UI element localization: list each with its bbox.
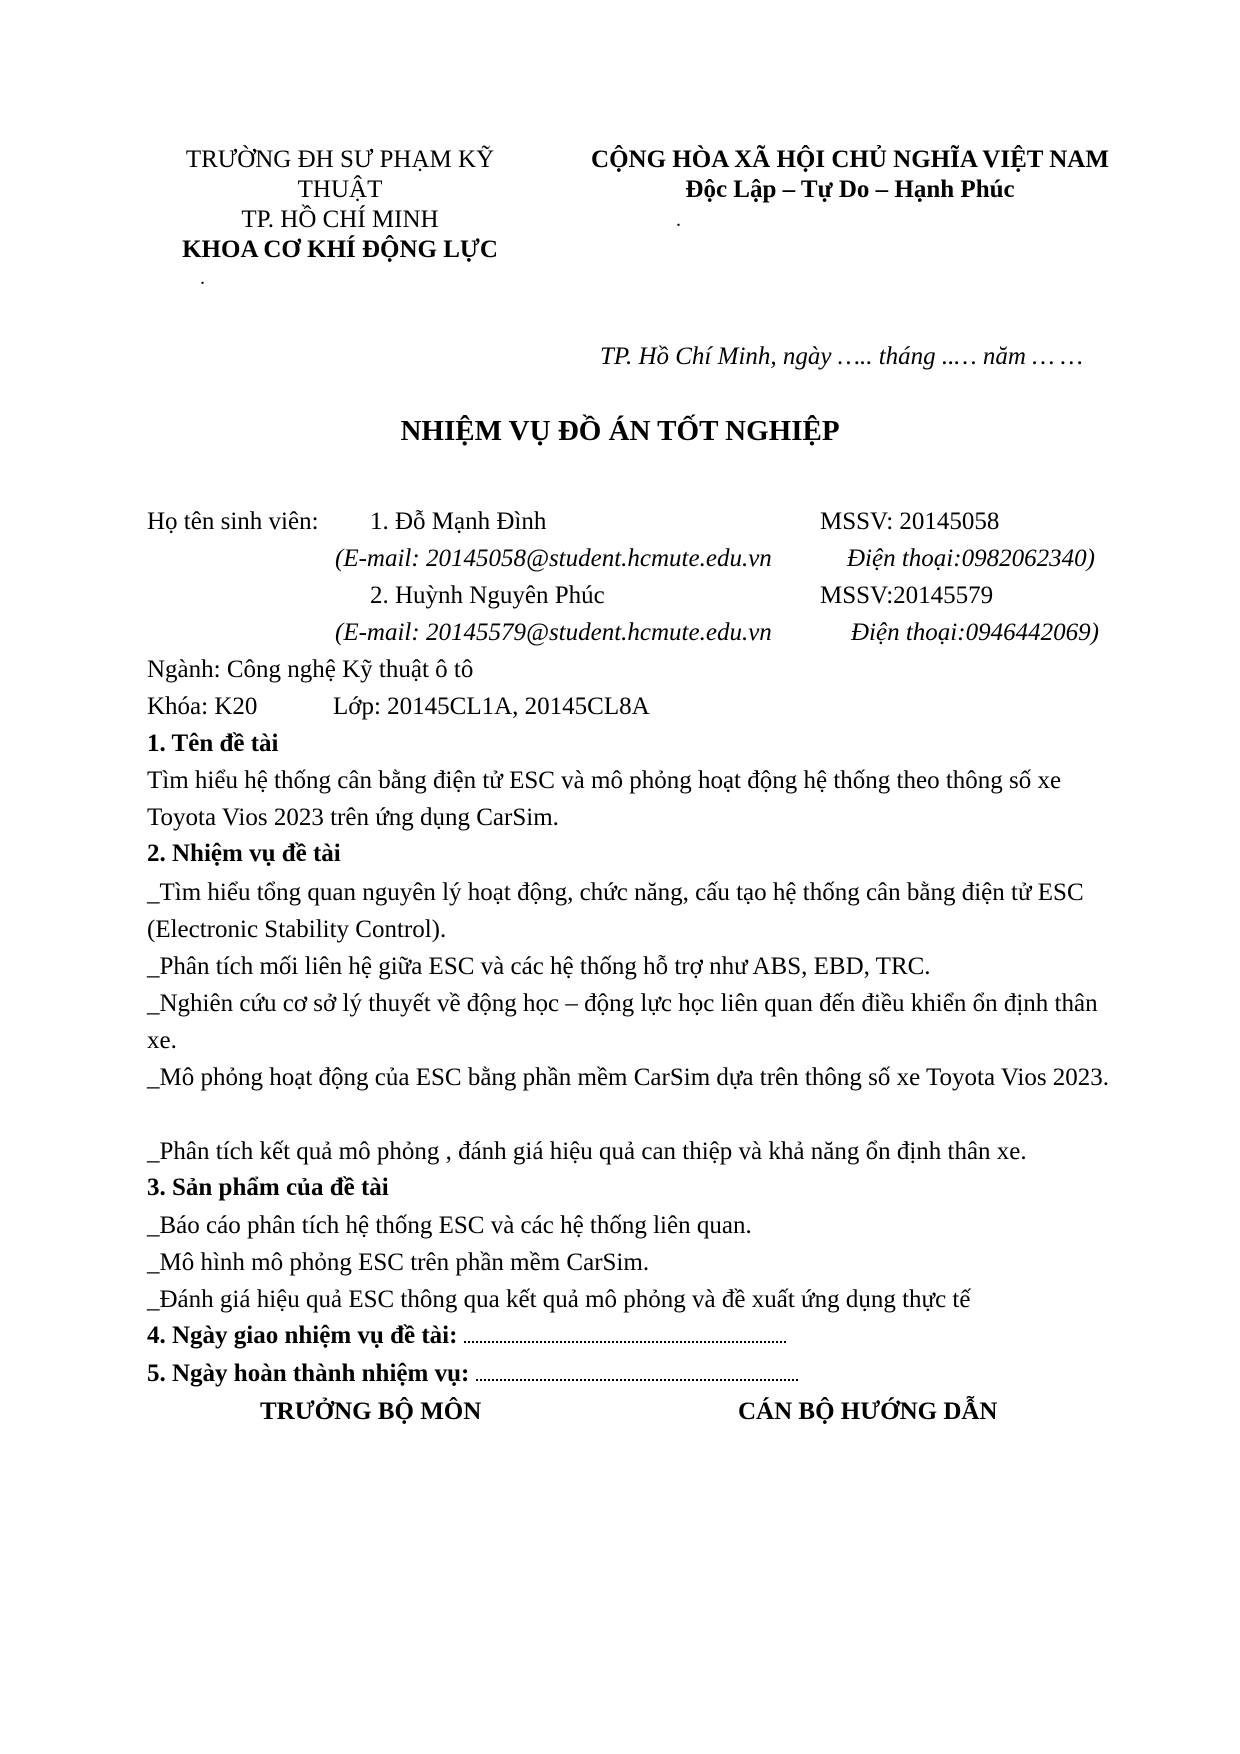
section3-item: _Báo cáo phân tích hệ thống ESC và các hệ thống liên quan. <box>147 1212 752 1239</box>
signature-supervisor: CÁN BỘ HƯỚNG DẪN <box>738 1398 998 1425</box>
student2-name: 2. Huỳnh Nguyên Phúc <box>370 582 605 609</box>
section2-item: _Mô phỏng hoạt động của ESC bằng phần mềm CarSim dựa trên thông số xe Toyota Vios 2023. <box>147 1064 1110 1091</box>
course: Khóa: K20 <box>147 693 258 720</box>
signature-head-of-department: TRƯỞNG BỘ MÔN <box>260 1398 482 1425</box>
section2-heading: 2. Nhiệm vụ đề tài <box>147 840 341 867</box>
section1-heading: 1. Tên đề tài <box>147 730 279 757</box>
header-left-mark: . <box>200 267 205 289</box>
date-line: TP. Hồ Chí Minh, ngày ….. tháng ..… năm … … <box>600 343 1083 370</box>
section4-label: 4. Ngày giao nhiệm vụ đề tài: <box>147 1322 458 1349</box>
section2-item: _Phân tích mối liên hệ giữa ESC và các hệ thống hỗ trợ như ABS, EBD, TRC. <box>147 953 931 980</box>
student1-email: (E-mail: 20145058@student.hcmute.edu.vn <box>335 545 772 572</box>
section2-item: _Phân tích kết quả mô phỏng , đánh giá hiệu quả can thiệp và khả năng ổn định thân xe. <box>147 1138 1027 1165</box>
country-slogan: Độc Lập – Tự Do – Hạnh Phúc <box>685 176 1015 203</box>
section3-item: _Mô hình mô phỏng ESC trên phần mềm CarSim. <box>147 1249 650 1276</box>
section5-row <box>147 1360 798 1388</box>
student1-mssv: MSSV: 20145058 <box>820 508 1000 535</box>
university-name-line1: TRƯỜNG ĐH SƯ PHẠM KỸ <box>185 146 495 173</box>
major: Ngành: Công nghệ Kỹ thuật ô tô <box>147 656 474 683</box>
university-name-line2: THUẬT <box>297 176 383 203</box>
section3-heading: 3. Sản phẩm của đề tài <box>147 1174 389 1201</box>
section3-item: _Đánh giá hiệu quả ESC thông qua kết quả mô phỏng và đề xuất ứng dụng thực tế <box>147 1286 971 1313</box>
university-city: TP. HỒ CHÍ MINH <box>241 206 439 233</box>
faculty-name: KHOA CƠ KHÍ ĐỘNG LỰC <box>182 236 498 263</box>
student1-phone: Điện thoại:0982062340) <box>847 545 1095 572</box>
header-right <box>560 145 1140 205</box>
document-title: NHIỆM VỤ ĐỒ ÁN TỐT NGHIỆP <box>400 415 840 447</box>
student2-email: (E-mail: 20145579@student.hcmute.edu.vn <box>335 619 772 646</box>
section5-label: 5. Ngày hoàn thành nhiệm vụ: <box>147 1360 470 1387</box>
header-left <box>150 145 530 265</box>
class-line: Lớp: 20145CL1A, 20145CL8A <box>333 693 650 720</box>
section2-item: _Tìm hiểu tổng quan nguyên lý hoạt động, chức năng, cấu tạo hệ thống cân bằng điện tử ESC (Electronic Stability Control). <box>147 879 1084 943</box>
section2-item: _Nghiên cứu cơ sở lý thuyết về động học – động lực học liên quan đến điều khiển ổn định thân xe. <box>147 990 1098 1054</box>
student2-mssv: MSSV:20145579 <box>820 582 994 609</box>
section5-blank <box>476 1378 798 1381</box>
section4-blank <box>464 1340 786 1343</box>
country-motto: CỘNG HÒA XÃ HỘI CHỦ NGHĨA VIỆT NAM <box>591 146 1109 173</box>
student-label: Họ tên sinh viên: <box>147 508 319 535</box>
section1-text: Tìm hiểu hệ thống cân bằng điện tử ESC và mô phỏng hoạt động hệ thống theo thông số xe Toyota Vios 2023 trên ứng dụng CarSim. <box>147 767 1062 831</box>
header-right-mark: . <box>676 209 681 231</box>
section4-row <box>147 1322 786 1350</box>
student1-name: 1. Đỗ Mạnh Đình <box>370 508 547 535</box>
student2-phone: Điện thoại:0946442069) <box>851 619 1099 646</box>
